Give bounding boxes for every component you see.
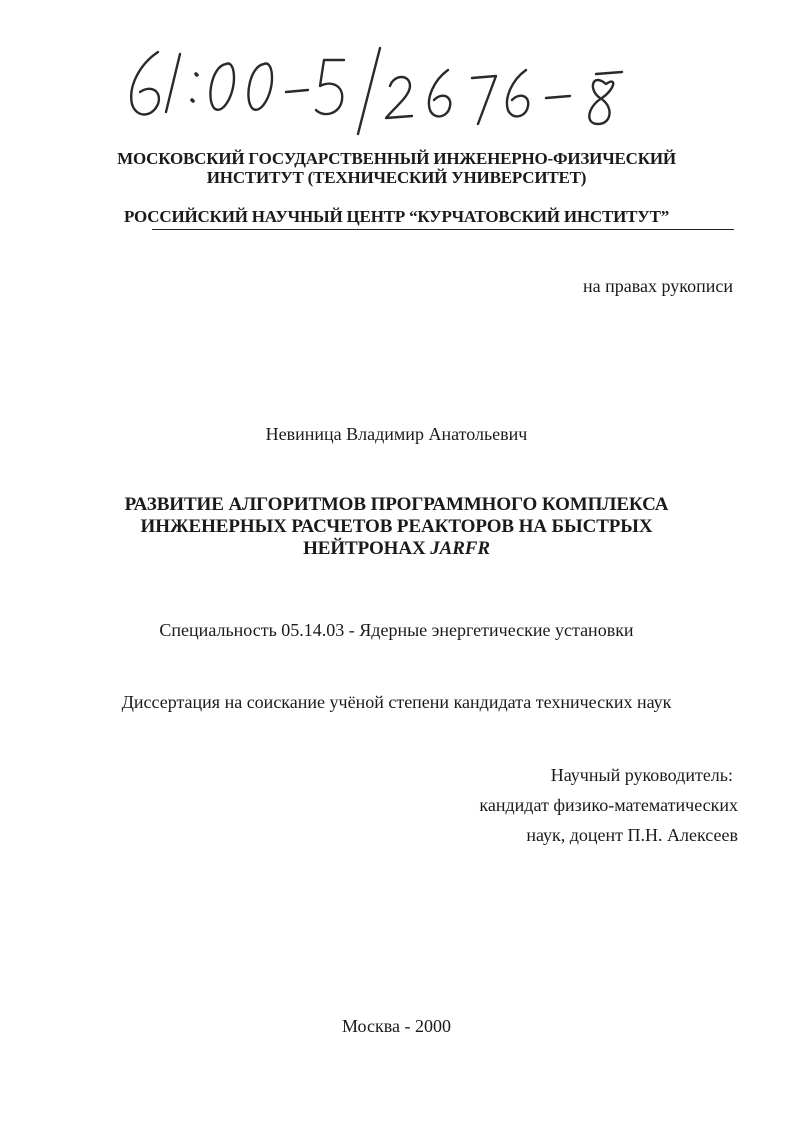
degree-line: Диссертация на соискание учёной степени кандидата технических наук <box>121 692 672 712</box>
thesis-title-line-3-prefix: НЕЙТРОНАХ <box>303 538 431 559</box>
handwritten-archive-code <box>118 34 638 144</box>
manuscript-note: на правах рукописи <box>583 276 733 296</box>
institution-line-1: МОСКОВСКИЙ ГОСУДАРСТВЕННЫЙ ИНЖЕНЕРНО-ФИЗИЧЕСКИЙ <box>117 149 676 168</box>
specialty-line: Специальность 05.14.03 - Ядерные энергетические установки <box>159 620 634 640</box>
institution-line-3: РОССИЙСКИЙ НАУЧНЫЙ ЦЕНТР “КУРЧАТОВСКИЙ ИНСТИТУТ” <box>123 207 670 226</box>
supervisor-degree: кандидат физико-математических <box>479 795 738 815</box>
header-divider <box>152 229 734 230</box>
thesis-title-line-3 <box>0 538 793 560</box>
author-name: Невиница Владимир Анатольевич <box>265 424 528 444</box>
place-year: Москва - 2000 <box>342 1016 451 1036</box>
handwritten-code-drawing <box>118 34 638 144</box>
institution-line-2: ИНСТИТУТ (ТЕХНИЧЕСКИЙ УНИВЕРСИТЕТ) <box>206 168 587 187</box>
thesis-title-line-1: РАЗВИТИЕ АЛГОРИТМОВ ПРОГРАММНОГО КОМПЛЕКСА <box>124 494 669 515</box>
thesis-title-line-2: ИНЖЕНЕРНЫХ РАСЧЕТОВ РЕАКТОРОВ НА БЫСТРЫХ <box>140 516 653 537</box>
supervisor-label: Научный руководитель: <box>550 765 733 785</box>
program-code-name: JARFR <box>430 538 490 559</box>
supervisor-name: наук, доцент П.Н. Алексеев <box>526 825 738 845</box>
